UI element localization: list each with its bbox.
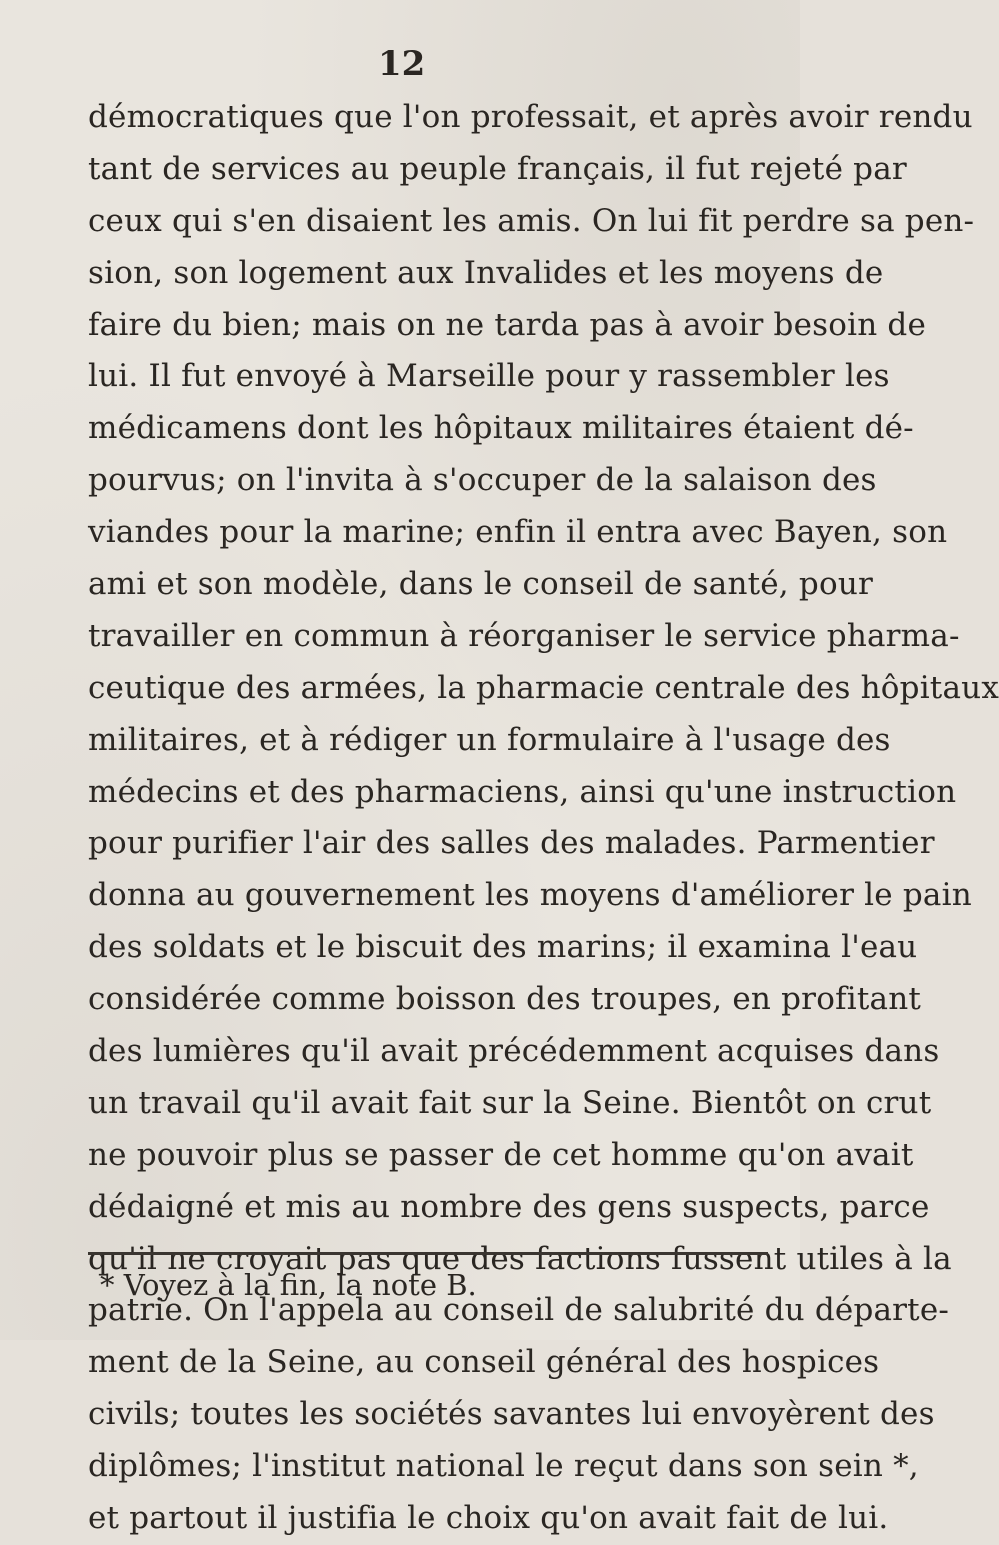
text-line: un travail qu'il avait fait sur la Seine. Bientôt on crut <box>88 1084 932 1121</box>
text-line: ami et son modèle, dans le conseil de santé, pour <box>88 566 874 603</box>
text-line: civils; toutes les sociétés savantes lui envoyèrent des <box>88 1396 935 1433</box>
text-line: démocratiques que l'on professait, et après avoir rendu <box>88 99 973 135</box>
text-line: qu'il ne croyait pas que des factions fussent utiles à la <box>88 1240 952 1277</box>
footnote-rule <box>88 1252 768 1255</box>
text-line: pourvus; on l'invita à s'occuper de la salaison des <box>88 462 877 499</box>
text-line: ceux qui s'en disaient les amis. On lui fit perdre sa pen- <box>88 202 975 239</box>
footnote: * Voyez à la fin, la note B. <box>100 1268 477 1302</box>
text-line: faire du bien; mais on ne tarda pas à avoir besoin de <box>88 306 927 343</box>
text-line: viandes pour la marine; enfin il entra avec Bayen, son <box>88 514 948 551</box>
text-line: médicamens dont les hôpitaux militaires étaient dé- <box>88 410 914 447</box>
text-line: patrie. On l'appela au conseil de salubrité du départe- <box>88 1292 950 1329</box>
text-line: lui. Il fut envoyé à Marseille pour y rassembler les <box>88 358 890 395</box>
body-text <box>88 92 999 1545</box>
text-line: des lumières qu'il avait précédemment acquises dans <box>88 1033 940 1070</box>
text-line: tant de services au peuple français, il fut rejeté par <box>88 150 907 187</box>
text-line: médecins et des pharmaciens, ainsi qu'une instruction <box>88 773 957 810</box>
text-line: sion, son logement aux Invalides et les moyens de <box>88 254 884 291</box>
text-line: ne pouvoir plus se passer de cet homme qu'on avait <box>88 1136 914 1173</box>
text-line: et partout il justifia le choix qu'on avait fait de lui. <box>88 1500 889 1537</box>
text-line: dédaigné et mis au nombre des gens suspects, parce <box>88 1188 930 1225</box>
text-line: pour purifier l'air des salles des malades. Parmentier <box>88 825 935 862</box>
text-line: ceutique des armées, la pharmacie centrale des hôpitaux <box>88 669 999 706</box>
text-line: ment de la Seine, au conseil général des hospices <box>88 1344 880 1381</box>
page-number: 12 <box>378 44 426 84</box>
text-line: des soldats et le biscuit des marins; il examina l'eau <box>88 929 918 966</box>
text-line: militaires, et à rédiger un formulaire à l'usage des <box>88 721 891 758</box>
text-line: donna au gouvernement les moyens d'améliorer le pain <box>88 877 972 914</box>
text-line: considérée comme boisson des troupes, en profitant <box>88 981 922 1018</box>
text-line: travailler en commun à réorganiser le service pharma- <box>88 617 960 654</box>
text-line: diplômes; l'institut national le reçut dans son sein *, <box>88 1448 919 1485</box>
